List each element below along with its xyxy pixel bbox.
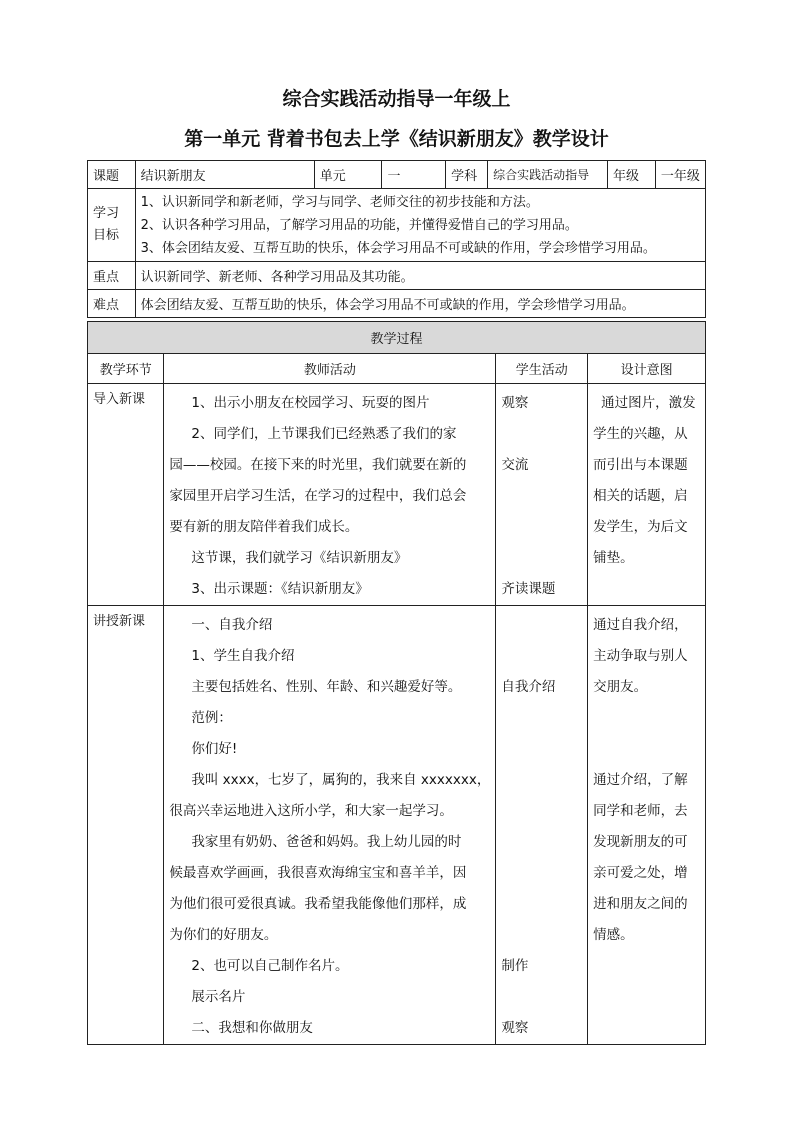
topic-value: 结识新朋友 — [135, 161, 314, 189]
header-intent: 设计意图 — [588, 354, 706, 384]
intent-line: 同学和老师，去 — [593, 803, 688, 819]
header-teacher: 教师活动 — [164, 354, 496, 384]
section-label: 讲授新课 — [93, 614, 146, 629]
intent-line: 发现新朋友的可 — [593, 834, 688, 850]
student-line: 齐读课题 — [501, 581, 556, 597]
key-points: 认识新同学、新老师、各种学习用品及其功能。 — [135, 262, 705, 290]
section-lesson — [88, 606, 164, 1045]
student-line — [501, 765, 582, 796]
intro-teacher-activity — [164, 384, 496, 606]
student-line — [501, 827, 582, 858]
student-line — [501, 920, 582, 951]
teacher-line: 1、学生自我介绍 — [191, 648, 295, 664]
student-line — [501, 734, 582, 765]
intent-line: 通过介绍，了解 — [593, 772, 688, 788]
teacher-line: 我叫 xxxx，七岁了，属狗的，我来自 xxxxxxx， — [191, 772, 491, 788]
teaching-process-table — [87, 321, 706, 1045]
process-banner: 教学过程 — [88, 322, 706, 354]
teacher-line: 2、同学们，上节课我们已经熟悉了我们的家 — [191, 426, 457, 442]
intent-line — [593, 1013, 700, 1044]
student-line: 观察 — [501, 395, 529, 411]
intent-line — [593, 734, 700, 765]
lesson-teacher-activity — [164, 606, 496, 1045]
teacher-line: 这节课，我们就学习《结识新朋友》 — [191, 550, 408, 566]
subject-label: 学科 — [446, 161, 488, 189]
student-line: 制作 — [501, 958, 529, 974]
intent-line: 铺垫。 — [593, 550, 634, 566]
student-line — [501, 796, 582, 827]
student-line — [501, 543, 582, 574]
goal-item: 1、认识新同学和新老师，学习与同学、老师交往的初步技能和方法。 — [140, 194, 539, 210]
teacher-line: 主要包括姓名、性别、年龄、和兴趣爱好等。 — [191, 679, 462, 695]
header-stage: 教学环节 — [88, 354, 164, 384]
lesson-student-activity — [496, 606, 588, 1045]
teacher-line: 园——校园。在接下来的时光里，我们就要在新的 — [169, 457, 467, 473]
intent-line — [593, 574, 700, 605]
student-line — [501, 858, 582, 889]
intent-line: 通过图片，激发 — [601, 395, 696, 411]
unit-value: 一 — [382, 161, 446, 189]
intent-line — [593, 703, 700, 734]
student-line — [501, 512, 582, 543]
intent-line: 情感。 — [593, 927, 634, 943]
intent-line: 进和朋友之间的 — [593, 896, 688, 912]
intent-line — [593, 982, 700, 1013]
intent-line: 主动争取与别人 — [593, 648, 688, 664]
student-line — [501, 481, 582, 512]
goals-label — [88, 189, 136, 262]
teacher-line: 2、也可以自己制作名片。 — [191, 958, 349, 974]
intent-line: 学生的兴趣，从 — [593, 426, 688, 442]
teacher-line: 范例： — [191, 710, 232, 726]
key-label: 重点 — [88, 262, 136, 290]
difficult-points: 体会团结友爱、互帮互助的快乐，体会学习用品不可或缺的作用，学会珍惜学习用品。 — [135, 290, 705, 318]
document-subtitle: 第一单元 背着书包去上学《结识新朋友》教学设计 — [184, 128, 609, 150]
teacher-line: 家园里开启学习生活，在学习的过程中，我们总会 — [169, 488, 467, 504]
subject-value: 综合实践活动指导 — [488, 161, 608, 189]
student-line — [501, 982, 582, 1013]
intent-line: 亲可爱之处，增 — [593, 865, 688, 881]
teacher-line: 3、出示课题：《结识新朋友》 — [191, 581, 369, 597]
teacher-line: 你们好! — [191, 741, 238, 757]
grade-label: 年级 — [608, 161, 656, 189]
student-line — [501, 889, 582, 920]
teacher-line: 1、出示小朋友在校园学习、玩耍的图片 — [191, 395, 430, 411]
goals-label-line: 学习 — [93, 206, 120, 221]
lesson-info-table — [87, 160, 706, 318]
goal-item: 3、体会团结友爱、互帮互助的快乐，体会学习用品不可或缺的作用，学会珍惜学习用品。 — [140, 240, 656, 256]
topic-label: 课题 — [88, 161, 136, 189]
student-line — [501, 610, 582, 641]
lesson-design-intent — [588, 606, 706, 1045]
section-label: 导入新课 — [93, 392, 146, 407]
difficulty-label: 难点 — [88, 290, 136, 318]
student-line — [501, 419, 582, 450]
teacher-line: 展示名片 — [191, 989, 246, 1005]
intent-line: 相关的话题，启 — [593, 488, 688, 504]
teacher-line: 候最喜欢学画画，我很喜欢海绵宝宝和喜羊羊，因 — [169, 865, 467, 881]
section-intro — [88, 384, 164, 606]
intent-line: 通过自我介绍， — [593, 617, 688, 633]
unit-label: 单元 — [314, 161, 382, 189]
intent-line: 发学生，为后文 — [593, 519, 688, 535]
teacher-line: 二、我想和你做朋友 — [191, 1020, 313, 1036]
student-line — [501, 703, 582, 734]
intent-line: 而引出与本课题 — [593, 457, 688, 473]
student-line — [501, 641, 582, 672]
teacher-line: 要有新的朋友陪伴着我们成长。 — [169, 519, 359, 535]
document-title: 综合实践活动指导一年级上 — [282, 88, 511, 110]
student-line: 自我介绍 — [501, 679, 556, 695]
intent-line — [593, 951, 700, 982]
intro-student-activity — [496, 384, 588, 606]
teacher-line: 一、自我介绍 — [191, 617, 273, 633]
teacher-line: 为他们很可爱很真诚。我希望我能像他们那样，成 — [169, 896, 467, 912]
header-student: 学生活动 — [496, 354, 588, 384]
teacher-line: 为你们的好朋友。 — [169, 927, 278, 943]
learning-goals — [135, 189, 705, 262]
student-line: 交流 — [501, 457, 529, 473]
goals-label-line: 目标 — [93, 228, 120, 243]
goal-item: 2、认识各种学习用品，了解学习用品的功能，并懂得爱惜自己的学习用品。 — [140, 217, 578, 233]
intro-design-intent — [588, 384, 706, 606]
teacher-line: 我家里有奶奶、爸爸和妈妈。我上幼儿园的时 — [191, 834, 462, 850]
teacher-line: 很高兴幸运地进入这所小学，和大家一起学习。 — [169, 803, 453, 819]
grade-value: 一年级 — [655, 161, 705, 189]
intent-line: 交朋友。 — [593, 679, 648, 695]
student-line: 观察 — [501, 1020, 529, 1036]
